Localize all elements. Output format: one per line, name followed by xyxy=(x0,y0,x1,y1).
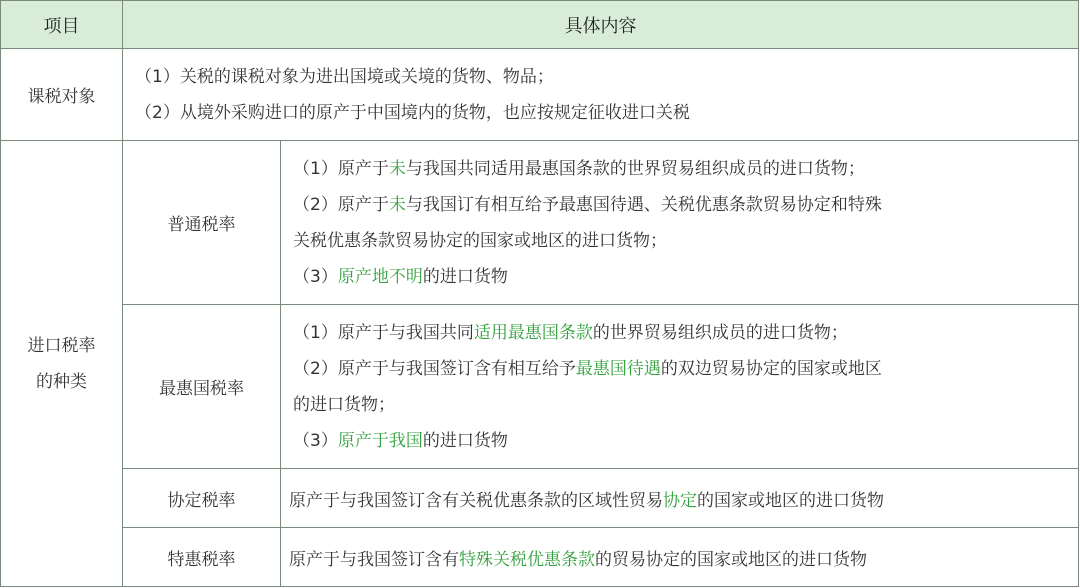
general-line-1 xyxy=(293,151,1078,187)
general-line-1-pre: （1）原产于 xyxy=(293,158,389,179)
mfn-line-1-pre: （1）原产于与我国共同 xyxy=(293,322,474,343)
header-row xyxy=(1,1,1079,49)
tax-object-content xyxy=(123,49,1079,141)
general-line-2-post: 与我国订有相互给予最惠国待遇、关税优惠条款贸易协定和特殊 xyxy=(405,194,882,215)
agreement-highlight: 协定 xyxy=(663,490,697,511)
mfn-line-2 xyxy=(293,351,1078,387)
rate-types-label-line-2: 的种类 xyxy=(36,371,87,392)
mfn-rate-label: 最惠国税率 xyxy=(123,305,281,469)
agreement-post: 的国家或地区的进口货物 xyxy=(697,490,884,511)
mfn-rate-content xyxy=(281,305,1079,469)
general-rate-row xyxy=(1,141,1079,305)
tax-object-row xyxy=(1,49,1079,141)
tax-object-line-2: （2）从境外采购进口的原产于中国境内的货物，也应按规定征收进口关税 xyxy=(135,102,690,123)
mfn-line-4 xyxy=(293,423,1078,459)
general-line-1-post: 与我国共同适用最惠国条款的世界贸易组织成员的进口货物； xyxy=(405,158,865,179)
mfn-line-2-post: 的双边贸易协定的国家或地区 xyxy=(660,358,882,379)
general-line-4 xyxy=(293,259,1078,295)
agreement-rate-label: 协定税率 xyxy=(123,469,281,528)
general-rate-content xyxy=(281,141,1079,305)
mfn-line-3: 的进口货物； xyxy=(293,394,395,415)
general-line-2 xyxy=(293,187,1078,223)
agreement-rate-content xyxy=(281,469,1079,528)
header-item: 项目 xyxy=(1,1,123,49)
tax-object-label: 课税对象 xyxy=(1,49,123,141)
general-line-3: 关税优惠条款贸易协定的国家或地区的进口货物； xyxy=(293,230,667,251)
agreement-pre: 原产于与我国签订含有关税优惠条款的区域性贸易 xyxy=(289,490,663,511)
agreement-rate-row xyxy=(1,469,1079,528)
mfn-line-4-pre: （3） xyxy=(293,430,338,451)
general-line-4-post: 的进口货物 xyxy=(422,266,508,287)
special-post: 的贸易协定的国家或地区的进口货物 xyxy=(595,549,867,570)
general-line-2-pre: （2）原产于 xyxy=(293,194,389,215)
mfn-line-1 xyxy=(293,315,1078,351)
mfn-line-4-post: 的进口货物 xyxy=(422,430,508,451)
tax-object-line-1: （1）关税的课税对象为进出国境或关境的货物、物品； xyxy=(135,66,554,87)
general-line-2-highlight: 未 xyxy=(388,194,406,215)
general-line-4-pre: （3） xyxy=(293,266,338,287)
mfn-line-1-highlight: 适用最惠国条款 xyxy=(473,322,593,343)
special-rate-label: 特惠税率 xyxy=(123,528,281,587)
mfn-line-4-highlight: 原产于我国 xyxy=(337,430,423,451)
mfn-line-2-highlight: 最惠国待遇 xyxy=(575,358,661,379)
header-content: 具体内容 xyxy=(123,1,1079,49)
special-highlight: 特殊关税优惠条款 xyxy=(459,549,595,570)
mfn-rate-row xyxy=(1,305,1079,469)
special-pre: 原产于与我国签订含有 xyxy=(289,549,459,570)
mfn-line-2-pre: （2）原产于与我国签订含有相互给予 xyxy=(293,358,576,379)
mfn-line-1-post: 的世界贸易组织成员的进口货物； xyxy=(592,322,848,343)
special-rate-content xyxy=(281,528,1079,587)
rate-types-label-line-1: 进口税率 xyxy=(27,335,96,356)
special-rate-row xyxy=(1,528,1079,587)
general-rate-label: 普通税率 xyxy=(123,141,281,305)
general-line-4-highlight: 原产地不明 xyxy=(337,266,423,287)
general-line-1-highlight: 未 xyxy=(388,158,406,179)
rate-types-label xyxy=(1,141,123,587)
